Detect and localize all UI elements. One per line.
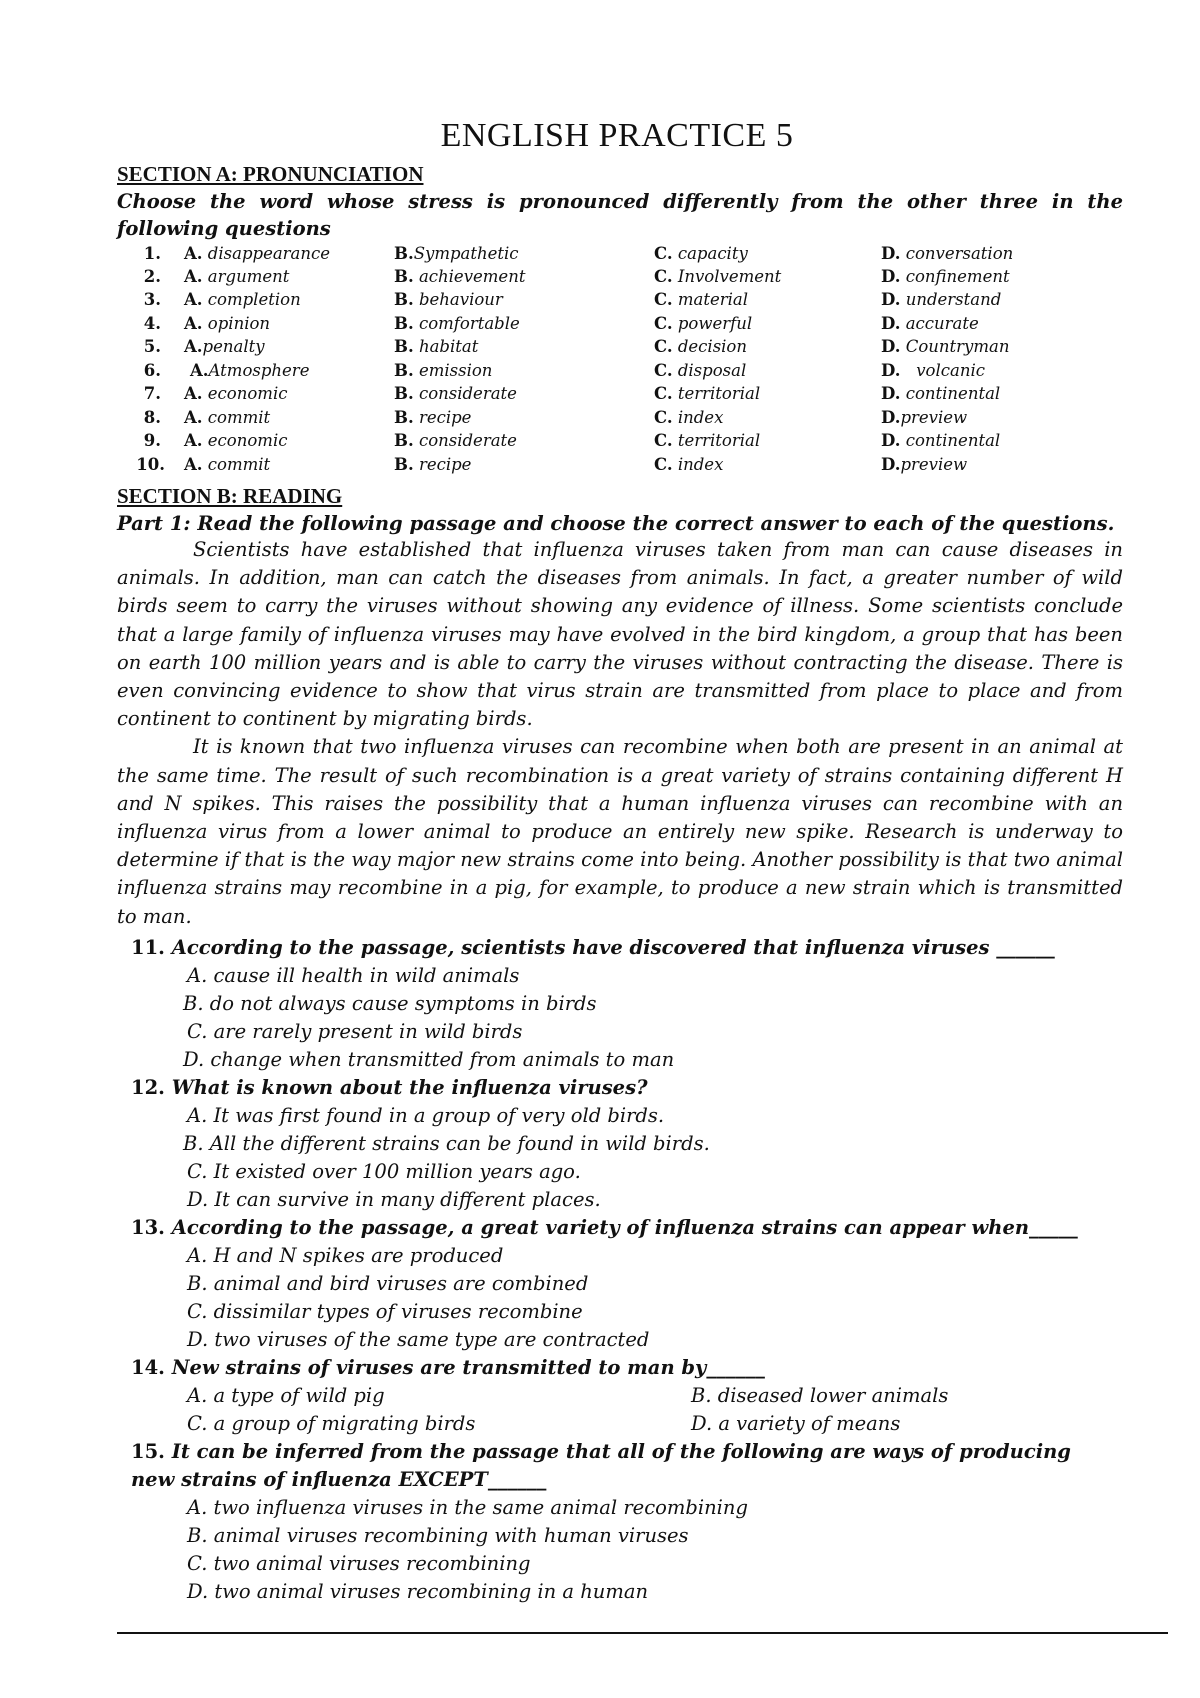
option-d: continental: [905, 384, 1001, 403]
item-number: 2.: [143, 267, 161, 286]
document-title: ENGLISH PRACTICE 5: [440, 117, 794, 154]
item-number: 4.: [143, 314, 161, 333]
footer-rule: [117, 1632, 1168, 1634]
q14-option-c: C. a group of migrating birds: [187, 1412, 476, 1435]
question-text: According to the passage, a great variety of influenza strains can appear when_____: [171, 1216, 1078, 1239]
q11-option-a: A. cause ill health in wild animals: [187, 964, 520, 987]
option-a: commit: [207, 408, 271, 427]
option-c: capacity: [677, 244, 748, 263]
section-a-instruction: Choose the word whose stress is pronounced differently from the other three in the following questions: [117, 190, 1123, 240]
reading-passage: [117, 536, 1123, 931]
option-a: economic: [207, 384, 288, 403]
question-12: 12. What is known about the influenza viruses?: [131, 1076, 648, 1099]
item-number: 3.: [143, 290, 161, 309]
passage-paragraph-2: It is known that two influenza viruses can recombine when both are present in an animal at the same time. The result of such recombination is a great variety of strains containing different H and N spikes. This raises the possibility that a human influenza viruses can recombine with an influenza virus from a lower animal to produce an entirely new spike. Research is underway to determine if that is the way major new strains come into being. Another possibility is that two animal influenza strains may recombine in a pig, for example, to produce a new strain which is transmitted to man.: [117, 735, 1123, 928]
option-c: index: [677, 408, 724, 427]
option-d: accurate: [905, 314, 979, 333]
option-b: considerate: [418, 384, 517, 403]
option-d: confinement: [905, 267, 1010, 286]
section-b-heading: SECTION B: READING: [117, 484, 343, 508]
option-d: preview: [900, 408, 968, 427]
option-b: recipe: [418, 455, 472, 474]
option-a: economic: [207, 431, 288, 450]
q12-option-c: C. It existed over 100 million years ago.: [187, 1160, 581, 1183]
q13-option-d: D. two viruses of the same type are contracted: [187, 1328, 650, 1351]
option-d: continental: [905, 431, 1001, 450]
item-number: 7.: [143, 384, 161, 403]
q14-option-a: A. a type of wild pig: [187, 1384, 385, 1407]
question-14: 14. New strains of viruses are transmitted to man by______: [131, 1356, 765, 1379]
option-c: territorial: [677, 384, 761, 403]
q15-option-b: B. animal viruses recombining with human viruses: [187, 1524, 689, 1547]
option-c: territorial: [677, 431, 761, 450]
question-text: It can be inferred from the passage that all of the following are ways of producing new strains of influenza EXCEPT______: [131, 1440, 1071, 1491]
option-a: commit: [207, 455, 271, 474]
option-b: comfortable: [418, 314, 520, 333]
q13-option-a: A. H and N spikes are produced: [187, 1244, 504, 1267]
question-15: 15. It can be inferred from the passage that all of the following are ways of producing new strains of influenza EXCEPT______: [131, 1440, 1071, 1491]
q11-option-d: D. change when transmitted from animals to man: [183, 1048, 675, 1071]
option-a: Atmosphere: [208, 361, 310, 380]
question-text: New strains of viruses are transmitted to man by______: [171, 1356, 765, 1379]
q14-option-d: D. a variety of means: [691, 1412, 901, 1435]
option-b: considerate: [418, 431, 517, 450]
item-number: 10.: [136, 455, 165, 474]
section-a-heading: SECTION A: PRONUNCIATION: [117, 162, 424, 186]
passage-paragraph-1: Scientists have established that influenza viruses taken from man can cause diseases in animals. In addition, man can catch the diseases from animals. In fact, a greater number of wild birds seem to carry the viruses without showing any evidence of illness. Some scientists conclude that a large family of influenza viruses may have evolved in the bird kingdom, a group that has been on earth 100 million years and is able to carry the viruses without contracting the disease. There is even convincing evidence to show that virus strain are transmitted from place to place and from continent to continent by migrating birds.: [117, 538, 1123, 731]
option-d: conversation: [905, 244, 1014, 263]
item-number: 1.: [143, 244, 161, 263]
option-b: habitat: [418, 337, 479, 356]
q11-option-b: B. do not always cause symptoms in birds: [183, 992, 597, 1015]
option-d: Countryman: [905, 337, 1010, 356]
option-b: recipe: [418, 408, 472, 427]
q15-option-a: A. two influenza viruses in the same animal recombining: [187, 1496, 748, 1519]
option-a: completion: [207, 290, 301, 309]
part1-instruction: Part 1: Read the following passage and choose the correct answer to each of the questions.: [117, 512, 1115, 535]
option-c: material: [677, 290, 749, 309]
option-b: achievement: [418, 267, 526, 286]
q14-option-b: B. diseased lower animals: [691, 1384, 949, 1407]
option-c: Involvement: [677, 267, 782, 286]
option-c: powerful: [677, 314, 753, 333]
q12-option-d: D. It can survive in many different places.: [187, 1188, 601, 1211]
option-c: decision: [677, 337, 747, 356]
option-b: emission: [418, 361, 493, 380]
option-d: understand: [905, 290, 1002, 309]
q12-option-b: B. All the different strains can be found in wild birds.: [183, 1132, 710, 1155]
q15-option-d: D. two animal viruses recombining in a human: [187, 1580, 649, 1603]
item-number: 9.: [143, 431, 161, 450]
item-number: 5.: [143, 337, 161, 356]
option-c: index: [677, 455, 724, 474]
option-d: preview: [900, 455, 968, 474]
option-a: disappearance: [207, 244, 331, 263]
option-a: opinion: [207, 314, 271, 333]
option-d: volcanic: [916, 361, 985, 380]
option-b: Sympathetic: [413, 244, 519, 263]
option-c: disposal: [677, 361, 747, 380]
q15-option-c: C. two animal viruses recombining: [187, 1552, 531, 1575]
q12-option-a: A. It was first found in a group of very old birds.: [187, 1104, 665, 1127]
question-11: 11. According to the passage, scientists have discovered that influenza viruses ______: [131, 936, 1055, 959]
q13-option-c: C. dissimilar types of viruses recombine: [187, 1300, 583, 1323]
question-13: 13. According to the passage, a great variety of influenza strains can appear when_____: [131, 1216, 1078, 1239]
option-a: argument: [207, 267, 290, 286]
question-text: What is known about the influenza viruses?: [171, 1076, 648, 1099]
item-number: 8.: [143, 408, 161, 427]
question-text: According to the passage, scientists have discovered that influenza viruses ______: [171, 936, 1055, 959]
item-number: 6.: [143, 361, 161, 380]
q11-option-c: C. are rarely present in wild birds: [187, 1020, 523, 1043]
q13-option-b: B. animal and bird viruses are combined: [187, 1272, 589, 1295]
option-a: penalty: [202, 337, 265, 356]
option-b: behaviour: [418, 290, 503, 309]
